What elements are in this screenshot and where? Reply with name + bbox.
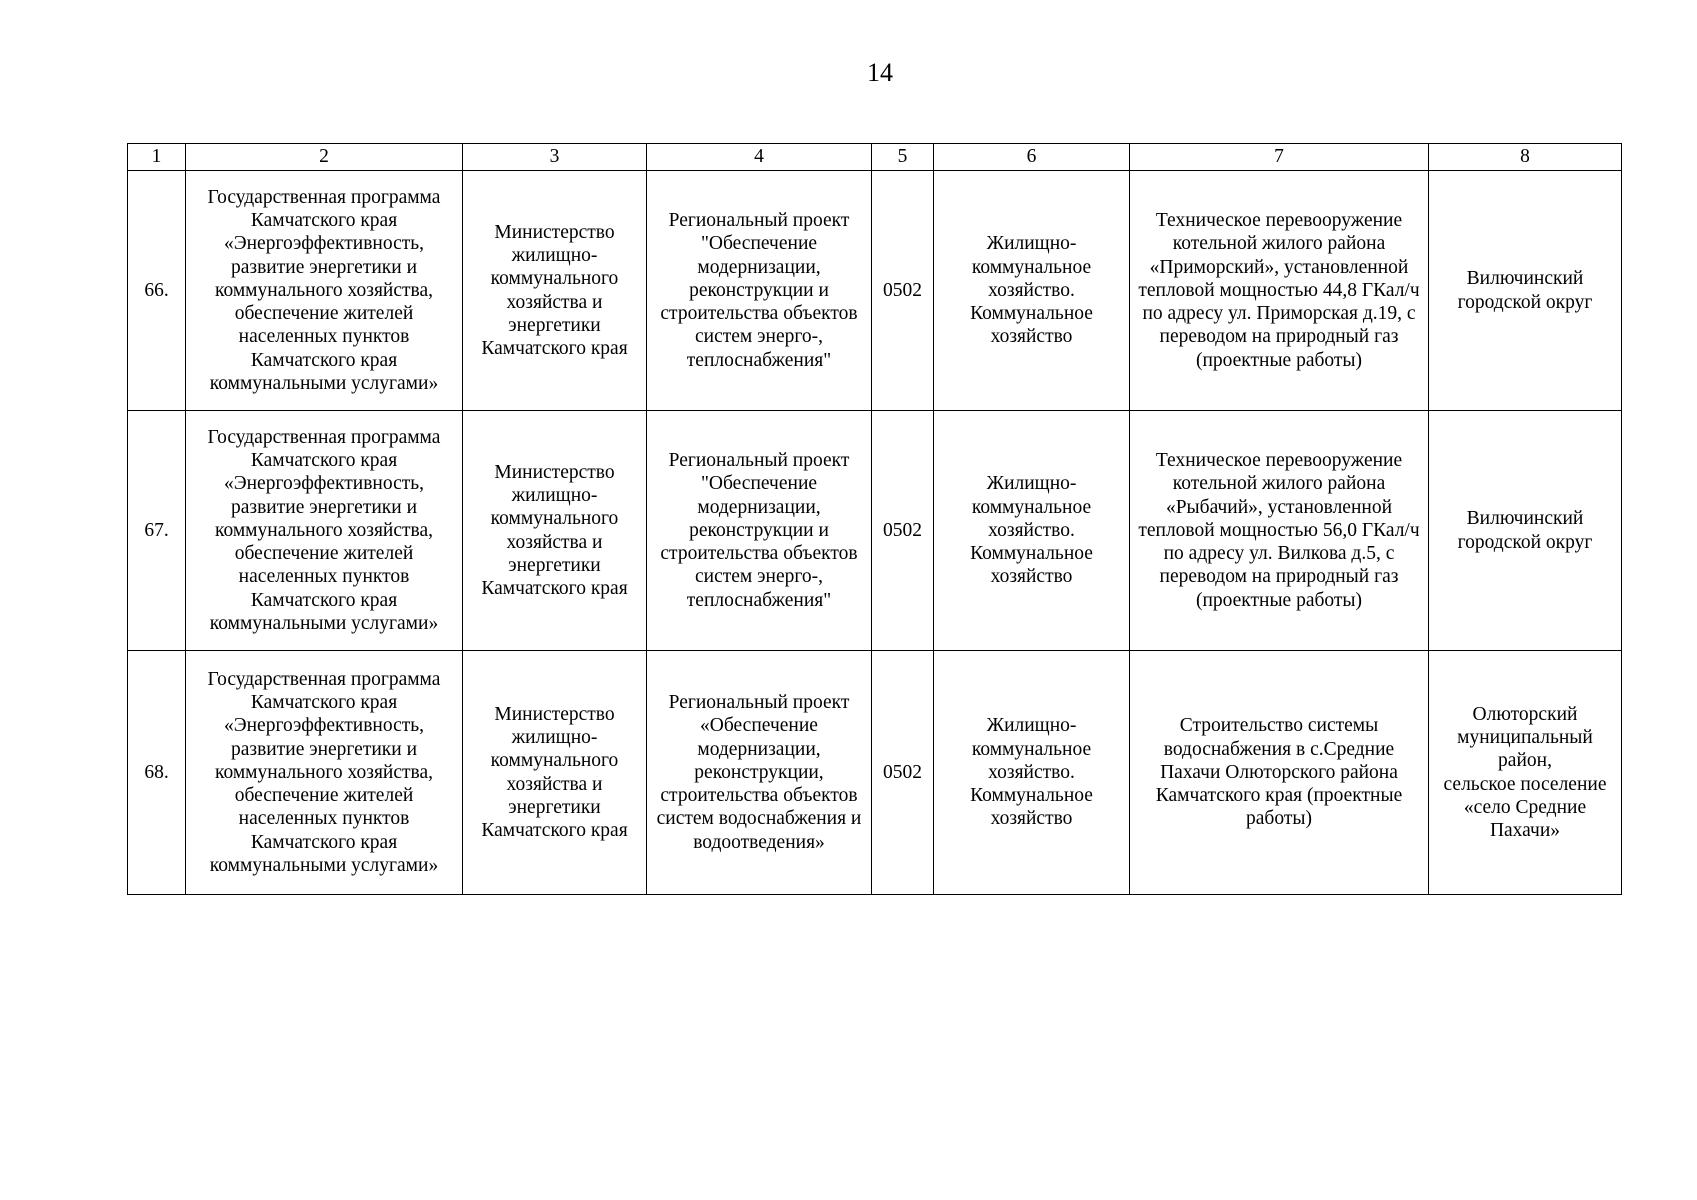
project-cell: Региональный проект «Обеспечение модернизации, реконструкции, строительства объектов систем водоснабжения и водоотведения» <box>647 651 872 895</box>
header-row <box>128 144 1622 171</box>
municipality-cell: Олюторский муниципальный район, сельское поселение «село Средние Пахачи» <box>1429 651 1622 895</box>
project-cell: Региональный проект "Обеспечение модернизации, реконструкции и строительства объектов систем энерго-, теплоснабжения" <box>647 171 872 411</box>
column-header: 3 <box>463 144 647 171</box>
column-header: 6 <box>934 144 1130 171</box>
column-header: 5 <box>872 144 934 171</box>
table-row <box>128 171 1622 411</box>
ministry-cell: Министерство жилищно- коммунального хозяйства и энергетики Камчатского края <box>463 171 647 411</box>
object-cell: Строительство системы водоснабжения в с.Средние Пахачи Олюторского района Камчатского края (проектные работы) <box>1130 651 1429 895</box>
column-header: 2 <box>186 144 463 171</box>
column-header: 4 <box>647 144 872 171</box>
column-header: 8 <box>1429 144 1622 171</box>
object-cell: Техническое перевооружение котельной жилого района «Приморский», установленной тепловой мощностью 44,8 ГКал/ч по адресу ул. Приморская д.19, с переводом на природный газ (проектные работы) <box>1130 171 1429 411</box>
ministry-cell: Министерство жилищно- коммунального хозяйства и энергетики Камчатского края <box>463 411 647 651</box>
page-number: 14 <box>867 58 893 87</box>
sector-cell: Жилищно- коммунальное хозяйство. Коммунальное хозяйство <box>934 651 1130 895</box>
program-cell: Государственная программа Камчатского края «Энергоэффективность, развитие энергетики и коммунального хозяйства, обеспечение жителей населенных пунктов Камчатского края коммунальными услугами» <box>186 651 463 895</box>
data-table <box>127 143 1622 895</box>
project-cell: Региональный проект "Обеспечение модернизации, реконструкции и строительства объектов систем энерго-, теплоснабжения" <box>647 411 872 651</box>
column-header: 7 <box>1130 144 1429 171</box>
sector-cell: Жилищно- коммунальное хозяйство. Коммунальное хозяйство <box>934 411 1130 651</box>
program-cell: Государственная программа Камчатского края «Энергоэффективность, развитие энергетики и коммунального хозяйства, обеспечение жителей населенных пунктов Камчатского края коммунальными услугами» <box>186 411 463 651</box>
column-header: 1 <box>128 144 186 171</box>
ministry-cell: Министерство жилищно- коммунального хозяйства и энергетики Камчатского края <box>463 651 647 895</box>
program-cell: Государственная программа Камчатского края «Энергоэффективность, развитие энергетики и коммунального хозяйства, обеспечение жителей населенных пунктов Камчатского края коммунальными услугами» <box>186 171 463 411</box>
municipality-cell: Вилючинский городской округ <box>1429 411 1622 651</box>
row-number: 67. <box>128 411 186 651</box>
row-number: 66. <box>128 171 186 411</box>
sector-cell: Жилищно- коммунальное хозяйство. Коммунальное хозяйство <box>934 171 1130 411</box>
code-cell: 0502 <box>872 411 934 651</box>
code-cell: 0502 <box>872 651 934 895</box>
row-number: 68. <box>128 651 186 895</box>
code-cell: 0502 <box>872 171 934 411</box>
object-cell: Техническое перевооружение котельной жилого района «Рыбачий», установленной тепловой мощностью 56,0 ГКал/ч по адресу ул. Вилкова д.5, с переводом на природный газ (проектные работы) <box>1130 411 1429 651</box>
table-row <box>128 411 1622 651</box>
table-row <box>128 651 1622 895</box>
municipality-cell: Вилючинский городской округ <box>1429 171 1622 411</box>
